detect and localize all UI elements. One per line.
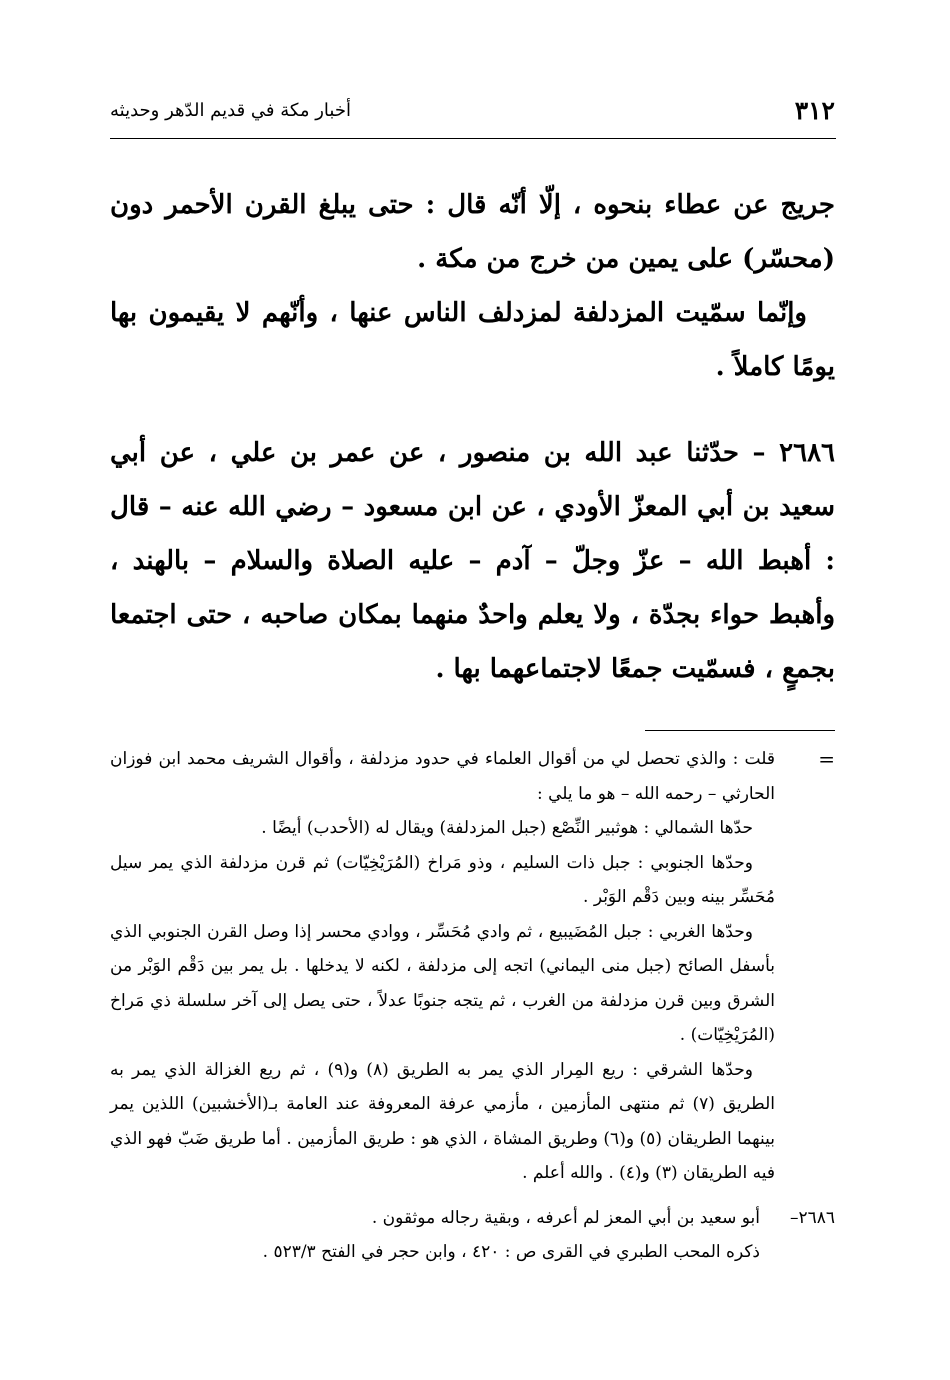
running-header <box>110 96 835 136</box>
footnote-continued <box>110 742 835 1191</box>
header-divider <box>110 138 836 139</box>
footnote-south-boundary: وحدّها الجنوبي : جبل ذات السليم ، وذو مَراخ (المُرَيْخِيّات) ثم قرن مزدلفة الذي يمر سيل مُحَسِّر بينه وبين دَقْم الوَبْر . <box>110 852 775 907</box>
footnote-intro: قلت : والذي تحصل لي من أقوال العلماء في حدود مزدلفة ، وأقوال الشريف محمد ابن فوزان الحارثي – رحمه الله – هو ما يلي : <box>110 749 775 804</box>
footnote-2686-line-2: ذكره المحب الطبري في القرى ص : ٤٢٠ ، وابن حجر في الفتح ٥٢٣/٣ . <box>262 1242 760 1262</box>
footnote-east-boundary: وحدّها الشرقي : ريع المِرار الذي يمر به الطريق (٨) و(٩) ، ثم ريع الغزالة الذي يمر به الطريق (٧) ثم منتهى المأزمين ، مأزمي عرفة المعروفة عند العامة بـ(الأخشبين) اللذين يمر بينهما الطريقان (٥) و(٦) وطريق المشاة ، الذي هو : طريق المأزمين . أما طريق ضَبّ فهو الذي فيه الطريقان (٣) و(٤) . والله أعلم . <box>110 1059 775 1183</box>
footnote-west-boundary: وحدّها الغربي : جبل المُضَيبيع ، ثم وادي مُحَسِّر ، ووادي محسر إذا وصل القرن الجنوبي الذي بأسفل الصائح (جبل منى اليماني) اتجه إلى مزدلفة ، لكنه لا يدخلها . بل يمر بين دَقْم الوَبْر من الشرق وبين قرن مزدلفة من الغرب ، ثم يتجه جنوبًا عدلاً ، حتى يصل إلى آخر سلسلة ذي مَراخ (المُرَيْخِيّات) . <box>110 921 775 1045</box>
paragraph-1: جريج عن عطاء بنحوه ، إلّا أنّه قال : حتى يبلغ القرن الأحمر دون (محسّر) على يمين من خرج من مكة . <box>110 190 835 274</box>
continuation-marker: = <box>818 747 835 771</box>
footnote-north-boundary: حدّها الشمالي : هوثبير النِّصْع (جبل المزدلفة) ويقال له (الأحدب) أيضًا . <box>261 818 753 838</box>
footnotes <box>110 742 835 1270</box>
running-title: أخبار مكة في قديم الدّهر وحديثه <box>110 100 351 121</box>
main-text <box>110 178 835 696</box>
footnote-divider <box>645 730 835 731</box>
page-number: ٣١٢ <box>794 96 835 125</box>
footnote-2686 <box>110 1201 835 1270</box>
footnote-2686-line-1: أبو سعيد بن أبي المعز لم أعرفه ، وبقية رجاله موثقون . <box>371 1207 760 1228</box>
footnote-number: ٢٦٨٦– <box>789 1207 835 1228</box>
paragraph-hadith-2686: ٢٦٨٦ – حدّثنا عبد الله بن منصور ، عن عمر بن علي ، عن أبي سعيد بن أبي المعزّ الأودي ، عن ابن مسعود – رضي الله عنه – قال : أهبط الله – عزّ وجلّ – آدم – عليه الصلاة والسلام – بالهند ، وأهبط حواء بجدّة ، ولا يعلم واحدٌ منهما بمكان صاحبه ، حتى اجتمعا بجمعٍ ، فسمّيت جمعًا لاجتماعهما بها . <box>110 438 835 684</box>
paragraph-2: وإنّما سمّيت المزدلفة لمزدلف الناس عنها ، وأنّهم لا يقيمون بها يومًا كاملاً . <box>110 298 835 382</box>
